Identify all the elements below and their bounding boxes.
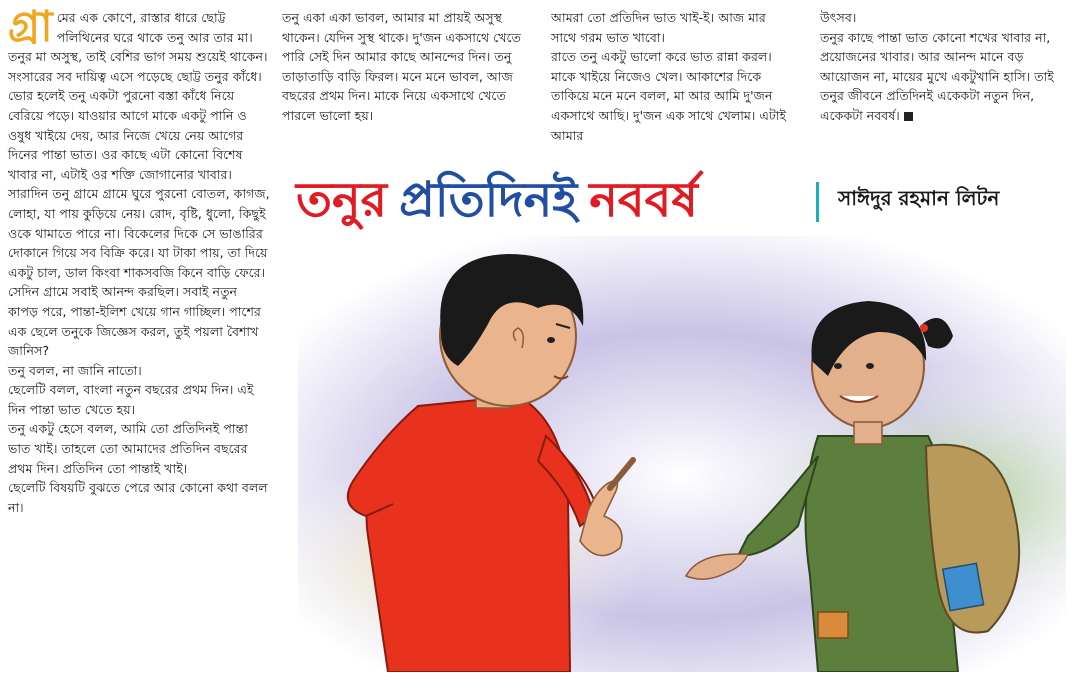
paragraph: সারাদিন তনু গ্রামে গ্রামে ঘুরে পুরনো বোতল, কাগজ, লোহা, যা পায় কুড়িয়ে নেয়। রোদ, বৃষ্টি, ধুলো, কিছুই ওকে থামাতে পারে না। বিকেলের দিকে সে ভাঙারির দোকানে গিয়ে সব বিক্রি করে। যা টাকা পায়, তা দিয়ে একটু চাল, ডাল কিংবা শাকসবজি কিনে বাড়ি ফেরে। bbox=[8, 186, 270, 280]
end-of-story-square-icon bbox=[904, 112, 913, 121]
article-column-4 bbox=[820, 8, 1060, 126]
paragraph: সেদিন গ্রামে সবাই আনন্দ করছিল। সবাই নতুন কাপড় পরে, পান্তা-ইলিশ খেয়ে গান গাচ্ছিল। পাশের এক ছেলে তনুকে জিজ্ঞেস করল, তুই পয়লা বৈশাখ জানিস? bbox=[8, 284, 261, 359]
paragraph: তনু একটু হেসে বলল, আমি তো প্রতিদিনই পান্তা ভাত খাই। তাহলে তো আমাদের প্রতিদিন বছরের প্রথম দিন। প্রতিদিন তো পান্তাই খাই। bbox=[8, 421, 248, 476]
drop-cap: গ্রা bbox=[8, 2, 53, 52]
title-word-3: নববর্ষ bbox=[589, 172, 698, 228]
title-word-2: প্রতিদিনই bbox=[399, 172, 578, 228]
paragraph: গ্রা মের এক কোণে, রাস্তার ধারে ছোট্ট পলিথিনের ঘরে থাকে তনু আর তার মা। তনুর মা অসুস্থ, তাই বেশির ভাগ সময় শুয়েই থাকেন। সংসারের সব দায়িত্ব এসে পড়েছে ছোট্ট তনুর কাঁধে। bbox=[8, 2, 268, 84]
story-title bbox=[296, 172, 710, 228]
paragraph: তনুর কাছে পান্তা ভাত কোনো শখের খাবার না, প্রয়োজনের খাবার। আর আনন্দ মানে বড় আয়োজন না, মায়ের মুখে একটুখানি হাসি। তাই তনুর জীবনে প্রতিদিনই একেকটা নতুন দিন, একেকটা নববর্ষ। bbox=[820, 29, 1054, 123]
paragraph: রাতে তনু একটু ভালো করে ভাত রান্না করল। মাকে খাইয়ে নিজেও খেল। আকাশের দিকে তাকিয়ে মনে মনে বলল, মা আর আমি দু'জন একসাথে আছি। দু'জন এক সাথে খেলাম। এটাই আমার bbox=[551, 49, 787, 143]
article-column-1 bbox=[8, 2, 270, 517]
article-column-2 bbox=[282, 8, 522, 126]
author-byline: সাঈদুর রহমান লিটন bbox=[838, 186, 1000, 210]
paragraph: তনু একা একা ভাবল, আমার মা প্রায়ই অসুস্থ থাকেন। যেদিন সুস্থ থাকে। দু'জন একসাথে খেতে পারি সেই দিন আমার কাছে আনন্দের দিন। তনু তাড়াতাড়ি বাড়ি ফিরল। মনে মনে ভাবল, আজ বছরের প্রথম দিন। মাকে নিয়ে একসাথে খেতে পারলে ভালো হয়। bbox=[282, 10, 521, 123]
paragraph: আমরা তো প্রতিদিন ভাত খাই-ই। আজ মার সাথে গরম ভাত খাবো। bbox=[551, 10, 766, 45]
paragraph: ছেলেটি বিষয়টি বুঝতে পেরে আর কোনো কথা বলল না। bbox=[8, 480, 268, 515]
story-illustration bbox=[298, 236, 1066, 672]
paragraph: ছেলেটি বলল, বাংলা নতুন বছরের প্রথম দিন। এই দিন পান্তা ভাত খেতে হয়। bbox=[8, 382, 254, 417]
title-word-1: তনুর bbox=[296, 172, 388, 228]
title-separator bbox=[816, 182, 819, 222]
article-column-3 bbox=[551, 8, 793, 145]
paragraph: তনু বলল, না জানি নাতো। bbox=[8, 362, 142, 378]
paragraph: ভোর হলেই তনু একটা পুরনো বস্তা কাঁধে নিয়ে বেরিয়ে পড়ে। যাওয়ার আগে মাকে একটু পানি ও ওষুধ খাইয়ে দেয়, আর নিজে খেয়ে নেয় আগের দিনের পান্তা ভাত। ওর কাছে এটা কোনো বিশেষ খাবার না, এটাই ওর শক্তি জোগানোর খাবার। bbox=[8, 88, 247, 182]
paragraph: উৎসব। bbox=[820, 10, 857, 25]
